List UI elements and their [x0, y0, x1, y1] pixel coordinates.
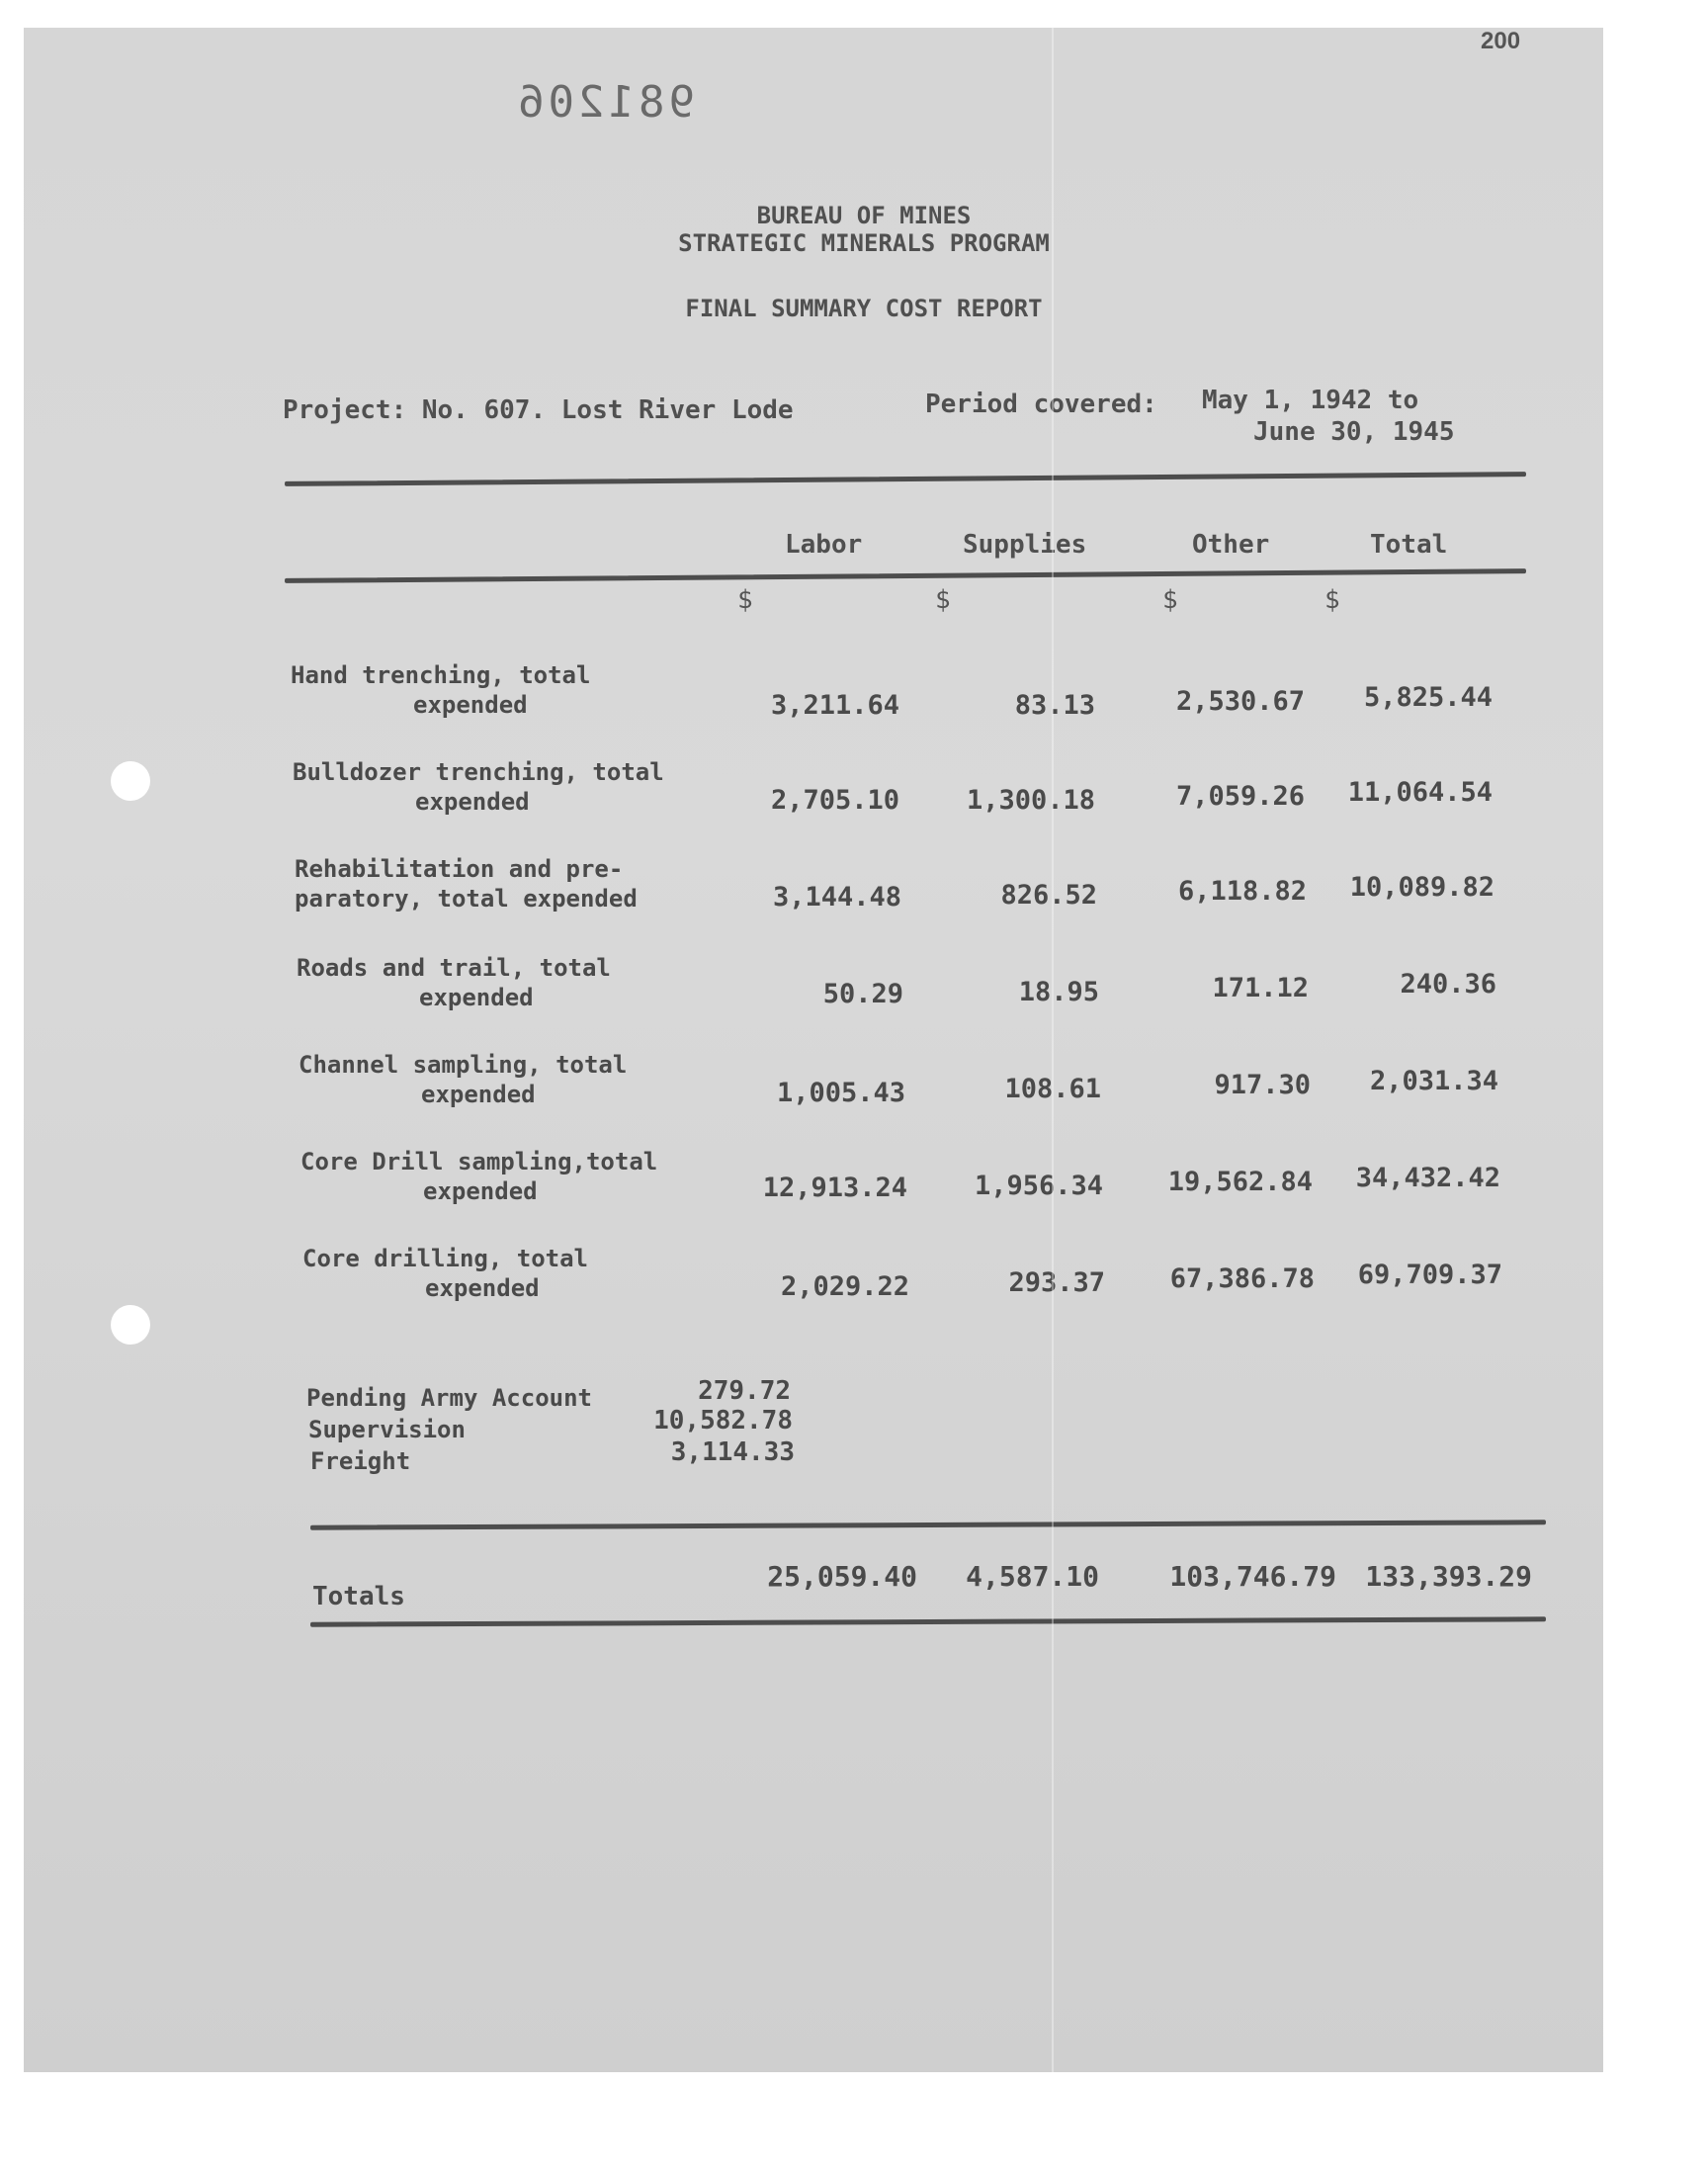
cell-supplies: 1,300.18 [966, 785, 1095, 816]
cell-labor: 2,705.10 [770, 785, 899, 816]
header-program: STRATEGIC MINERALS PROGRAM [678, 229, 1050, 257]
currency-symbol: $ [1162, 585, 1178, 615]
cell-total: 10,089.82 [1349, 872, 1494, 903]
totals-bottom-rule [310, 1616, 1546, 1626]
cell-labor: 3,211.64 [770, 690, 899, 721]
table-row-label: Bulldozer trenching, total expended [293, 758, 664, 816]
cell-total: 11,064.54 [1347, 777, 1493, 808]
cell-labor: 50.29 [822, 979, 903, 1009]
misc-label-freight: Freight [310, 1447, 411, 1475]
totals-top-rule [310, 1520, 1546, 1529]
column-header-labor: Labor [785, 530, 863, 560]
misc-value-army: 279.72 [698, 1376, 791, 1406]
cell-labor: 1,005.43 [776, 1078, 905, 1108]
totals-total: 133,393.29 [1365, 1560, 1532, 1593]
table-row-label: Hand trenching, total expended [291, 661, 591, 719]
cell-labor: 3,144.48 [772, 882, 901, 913]
cell-total: 2,031.34 [1369, 1066, 1498, 1096]
table-row-label: Core Drill sampling,total expended [300, 1148, 658, 1205]
cell-other: 2,530.67 [1175, 686, 1305, 717]
cell-other: 7,059.26 [1175, 781, 1305, 812]
misc-label-army: Pending Army Account [306, 1384, 592, 1412]
table-row-label: Channel sampling, total expended [299, 1051, 628, 1108]
page-number: 200 [1481, 28, 1521, 54]
cell-other: 917.30 [1214, 1070, 1311, 1100]
period-start: May 1, 1942 to [1202, 386, 1419, 415]
misc-value-freight: 3,114.33 [670, 1437, 795, 1467]
header-agency: BUREAU OF MINES [756, 202, 972, 229]
table-row-label: Rehabilitation and pre- paratory, total expended [295, 855, 638, 913]
totals-label: Totals [312, 1582, 405, 1611]
cell-labor: 2,029.22 [780, 1271, 909, 1302]
header-report-title: FINAL SUMMARY COST REPORT [685, 295, 1043, 322]
totals-supplies: 4,587.10 [966, 1560, 1099, 1593]
column-header-other: Other [1192, 530, 1270, 560]
period-end: June 30, 1945 [1253, 417, 1455, 447]
totals-other: 103,746.79 [1169, 1560, 1336, 1593]
column-header-supplies: Supplies [963, 530, 1087, 560]
cell-other: 67,386.78 [1169, 1263, 1315, 1294]
project-info: Project: No. 607. Lost River Lode [283, 395, 794, 425]
currency-symbol: $ [935, 585, 951, 615]
cell-total: 34,432.42 [1355, 1163, 1500, 1193]
table-row-label: Roads and trail, total expended [297, 954, 611, 1011]
cell-total: 240.36 [1400, 969, 1496, 1000]
cell-labor: 12,913.24 [762, 1173, 907, 1203]
document-page [24, 28, 1603, 2072]
cell-other: 171.12 [1212, 973, 1309, 1003]
cell-supplies: 108.61 [1004, 1074, 1101, 1104]
column-header-total: Total [1370, 530, 1448, 560]
cell-other: 6,118.82 [1177, 876, 1307, 907]
currency-symbol: $ [1324, 585, 1340, 615]
cell-supplies: 1,956.34 [974, 1171, 1103, 1201]
cell-supplies: 293.37 [1008, 1267, 1105, 1298]
cell-total: 5,825.44 [1363, 682, 1493, 713]
table-top-rule [285, 472, 1526, 486]
cell-total: 69,709.37 [1357, 1260, 1502, 1290]
currency-symbol: $ [737, 585, 753, 615]
table-header-rule [285, 568, 1526, 583]
cell-other: 19,562.84 [1167, 1167, 1313, 1197]
period-label: Period covered: [925, 390, 1157, 419]
punch-hole [111, 761, 150, 801]
punch-hole [111, 1305, 150, 1345]
table-row-label: Core drilling, total expended [302, 1245, 588, 1302]
cell-supplies: 826.52 [1000, 880, 1097, 911]
totals-labor: 25,059.40 [767, 1560, 917, 1593]
misc-label-supervision: Supervision [308, 1416, 466, 1443]
cell-supplies: 83.13 [1014, 690, 1095, 721]
stamp-number: 981206 [514, 77, 695, 128]
misc-value-supervision: 10,582.78 [653, 1406, 793, 1436]
cell-supplies: 18.95 [1018, 977, 1099, 1007]
